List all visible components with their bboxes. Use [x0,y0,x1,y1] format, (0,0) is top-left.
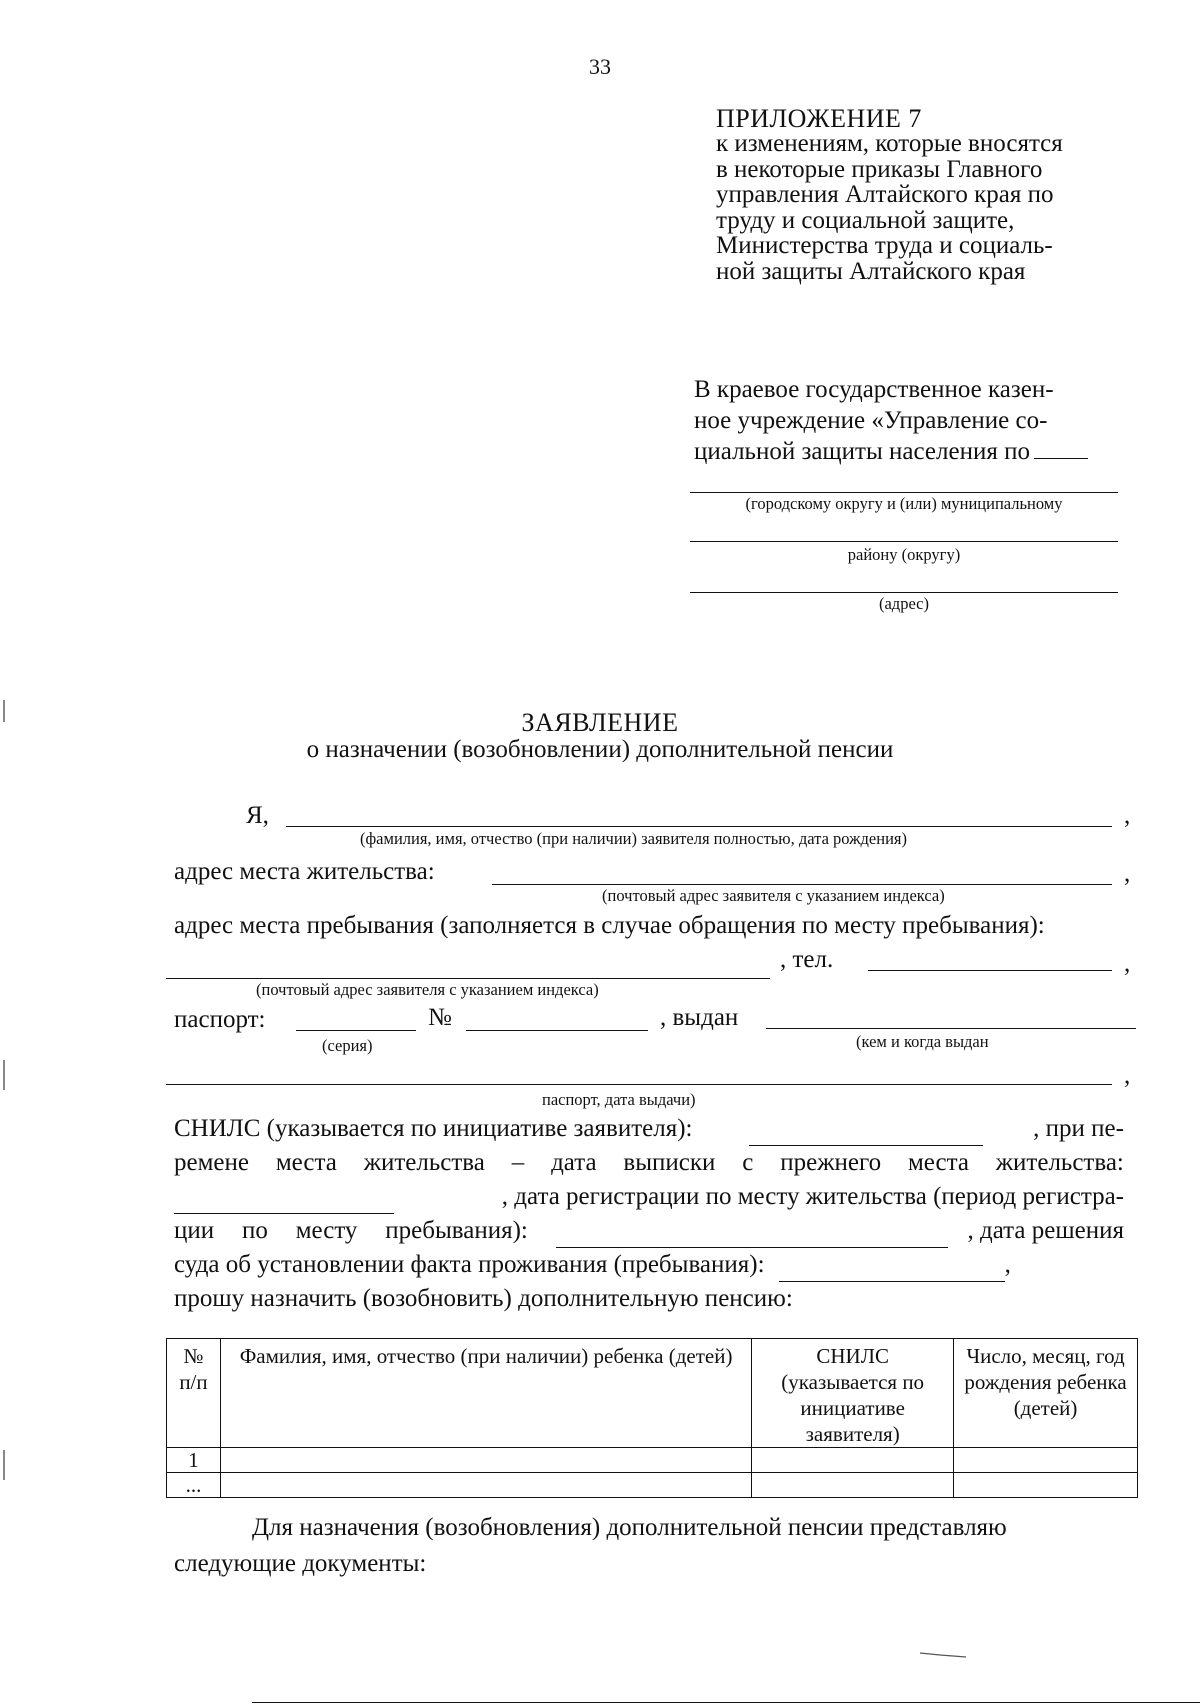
stay-caption: (почтовый адрес заявителя с указанием индекса) [256,980,599,999]
table-cell[interactable] [220,1448,751,1473]
series-caption: (серия) [322,1036,373,1055]
stay-period-row: ции по месту пребывания): , дата решения [174,1214,1124,1248]
scan-mark [3,700,5,722]
snils-row: СНИЛС (указывается по инициативе заявителя): , при пе- [174,1112,1124,1146]
district-caption-2: району (округу) [847,545,961,564]
tel-line[interactable] [868,970,1112,971]
appendix-line: управления Алтайского края по [716,181,1054,208]
appendix-text [716,131,1118,284]
col-snils: СНИЛС (указывается по инициативе заявителя) [752,1339,954,1448]
addressee-line: ное учреждение «Управление со- [694,407,1048,434]
addressee-block [694,374,1118,467]
district-line[interactable] [690,492,1118,493]
table-cell: ... [167,1473,221,1498]
comma: , [1124,802,1131,829]
appendix-line: Министерства труда и социаль- [716,232,1053,259]
snils-paragraph [174,1112,1124,1316]
table-row [167,1448,1138,1473]
appendix-title: ПРИЛОЖЕНИЕ 7 [716,104,922,133]
request-row: прошу назначить (возобновить) дополнительную пенсию: [174,1285,793,1312]
table-header-row [167,1339,1138,1448]
table-cell[interactable] [954,1473,1138,1498]
issued-date-line[interactable] [166,1084,1112,1085]
comma: , [1124,950,1131,977]
scan-mark [3,1450,5,1480]
snils-blank[interactable] [749,1123,983,1146]
address-caption: (адрес) [878,594,929,613]
issued-label: , выдан [660,1004,739,1031]
ya-label: Я, [246,802,269,829]
addressee-line: В краевое государственное казен- [694,376,1054,403]
documents-line-2: следующие документы: [174,1550,427,1577]
page-number: 33 [589,54,611,79]
issued-by-caption: (кем и когда выдан [856,1032,989,1051]
checkout-date-blank[interactable] [174,1191,394,1214]
col-number: № п/п [167,1339,221,1448]
document-title: ЗАЯВЛЕНИЕ [521,708,679,737]
appendix-line: ной защиты Алтайского края [716,257,1026,285]
table-cell[interactable] [220,1473,751,1498]
tel-label: , тел. [780,946,834,973]
district-blank[interactable] [1034,436,1088,459]
table-cell[interactable] [752,1448,954,1473]
move-row: ремене места жительства – дата выписки с прежнего места жительства: [174,1149,1124,1176]
bottom-rule [252,1702,1200,1703]
table-row [167,1473,1138,1498]
col-birthdate: Число, месяц, год рождения ребенка (детей) [954,1339,1138,1448]
col-child-name: Фамилия, имя, отчество (при наличии) ребенка (детей) [220,1339,751,1448]
residence-label: адрес места жительства: [174,858,435,885]
children-table [166,1338,1138,1498]
residence-line[interactable] [492,884,1112,885]
documents-line-1: Для назначения (возобновления) дополнительной пенсии представляю [252,1514,1007,1541]
appendix-line: труду и социальной защите, [716,206,1015,234]
passport-label: паспорт: [174,1006,266,1033]
document-subtitle: о назначении (возобновлении) дополнительной пенсии [306,736,894,763]
registration-row: , дата регистрации по месту жительства (период регистра- [174,1180,1124,1214]
fio-caption: (фамилия, имя, отчество (при наличии) заявителя полностью, дата рождения) [360,829,907,848]
address-line[interactable] [690,592,1118,593]
appendix-line: в некоторые приказы Главного [716,155,1043,183]
stay-period-blank[interactable] [556,1225,948,1248]
passport-number-line[interactable] [466,1030,648,1031]
comma: , [1124,860,1131,887]
issued-date-caption: паспорт, дата выдачи) [542,1090,696,1109]
district-caption: (городскому округу и (или) муниципальному [745,494,1063,513]
table-cell: 1 [167,1448,221,1473]
fio-line[interactable] [286,826,1112,827]
district-line-2[interactable] [690,541,1118,542]
appendix-line: к изменениям, которые вносятся [716,130,1063,157]
comma: , [1124,1062,1131,1089]
number-sign: № [428,1004,452,1031]
court-row: суда об установлении факта проживания (пребывания): , [174,1248,1124,1282]
addressee-line: циальной защиты населения по [694,436,1118,467]
residence-caption: (почтовый адрес заявителя с указанием индекса) [602,886,945,905]
table-cell[interactable] [954,1448,1138,1473]
court-date-blank[interactable] [779,1259,1005,1282]
scan-mark [3,1060,5,1090]
issued-by-line[interactable] [766,1028,1136,1029]
stay-label: адрес места пребывания (заполняется в случае обращения по месту пребывания): [174,912,1045,939]
smudge-mark [920,1652,966,1658]
passport-series-line[interactable] [296,1030,416,1031]
table-cell[interactable] [752,1473,954,1498]
stay-line[interactable] [166,978,770,979]
